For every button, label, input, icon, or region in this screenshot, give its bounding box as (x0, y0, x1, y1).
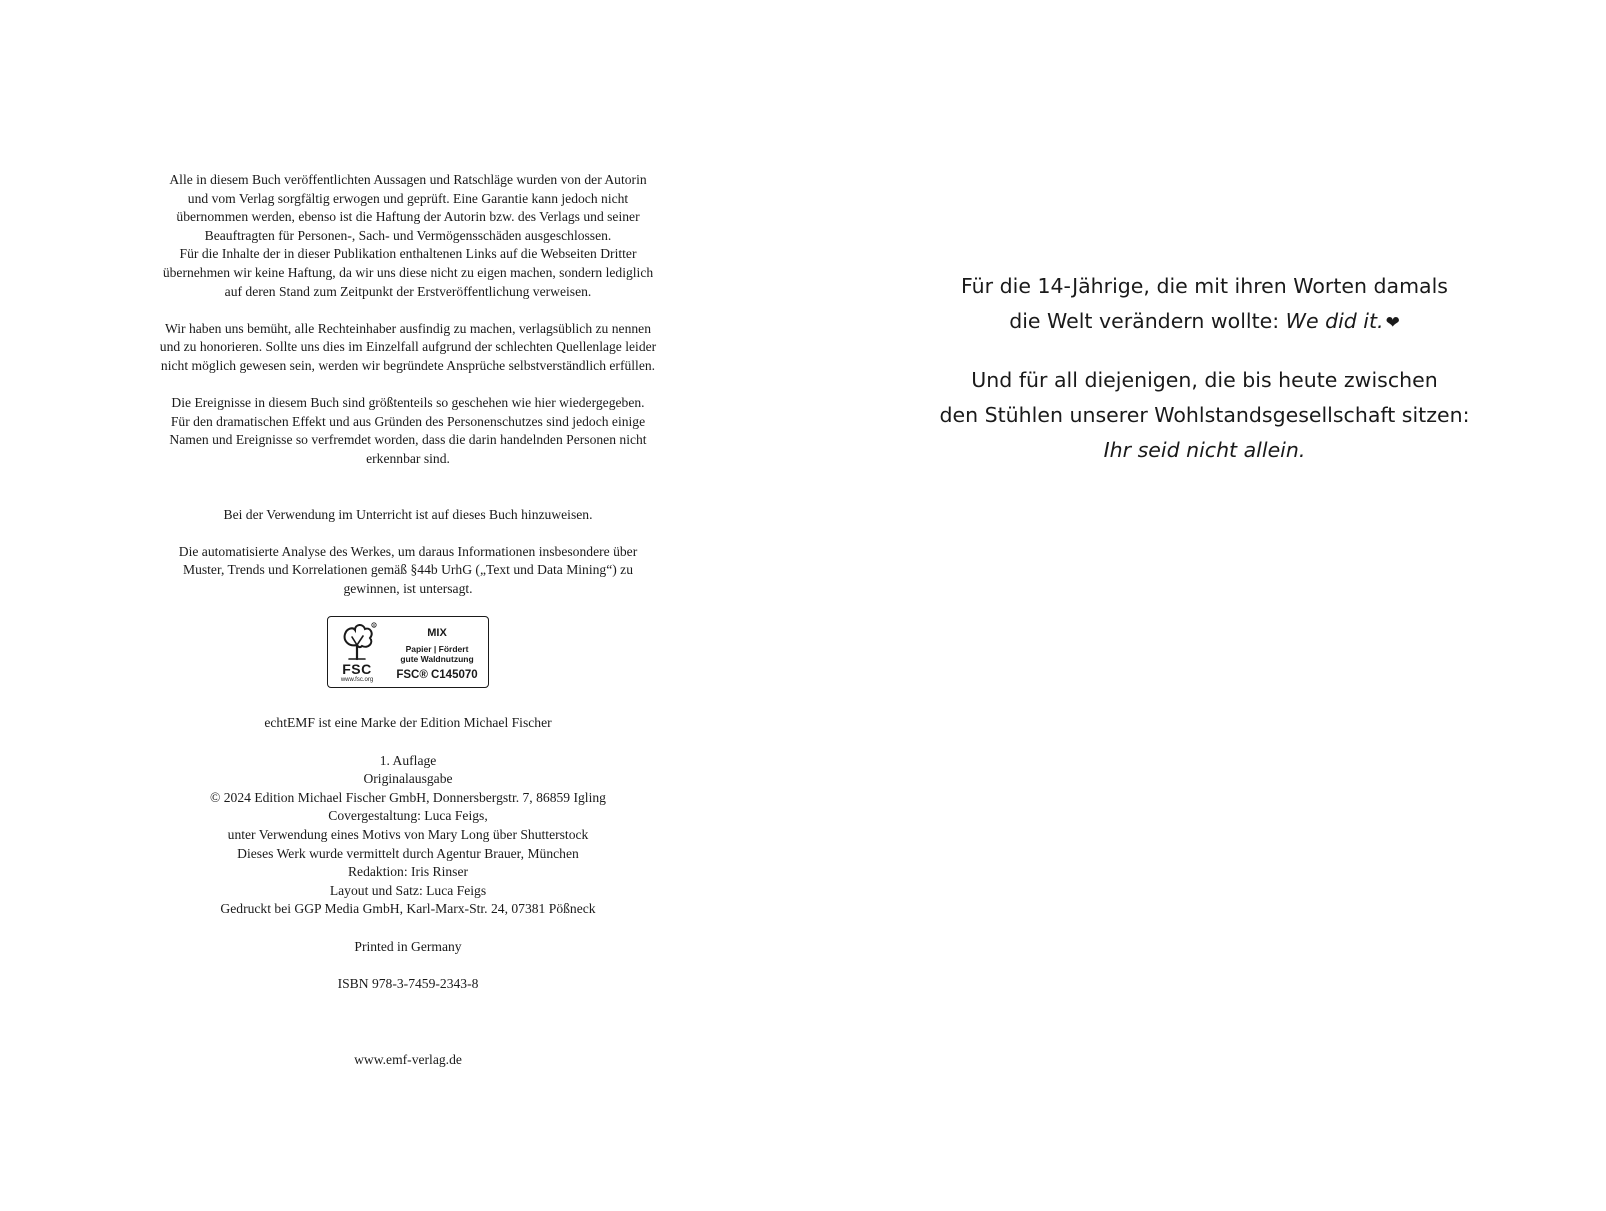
disclaimer-line: übernommen werden, ebenso ist die Haftung der Autorin bzw. des Verlags und seiner (176, 209, 640, 225)
spacer (863, 341, 1546, 363)
dedication-text: die Welt verändern wollte: (1009, 309, 1286, 333)
dedication-italic: We did it. (1285, 309, 1384, 333)
events-paragraph (118, 394, 698, 468)
rights-paragraph (118, 320, 698, 376)
fsc-sub-line: Papier | Fördert (405, 644, 469, 655)
imprint-block (118, 171, 698, 1070)
right-page (803, 0, 1606, 1211)
tdm-line: gewinnen, ist untersagt. (343, 580, 473, 596)
dedication-line: Und für all diejenigen, die bis heute zwischen (971, 368, 1438, 392)
tdm-line: Die automatisierte Analyse des Werkes, um daraus Informationen insbesondere über (178, 543, 638, 559)
fsc-url: www.fsc.org (340, 677, 374, 684)
credits-line: Layout und Satz: Luca Feigs (329, 882, 487, 898)
disclaimer-line: und vom Verlag sorgfältig erwogen und geprüft. Eine Garantie kann jedoch nicht (187, 190, 629, 206)
events-line: erkennbar sind. (366, 450, 450, 466)
disclaimer-line: auf deren Stand zum Zeitpunkt der Erstveröffentlichung verweisen. (224, 283, 592, 299)
dedication-line: Für die 14-Jährige, die mit ihren Worten damals (961, 274, 1448, 298)
spacer (118, 993, 698, 1051)
rights-line: Wir haben uns bemüht, alle Rechteinhaber ausfindig zu machen, verlagsüblich zu nennen (164, 320, 652, 336)
fsc-logo (327, 616, 489, 688)
fsc-logo-wrapper (118, 616, 698, 688)
spacer (118, 301, 698, 320)
isbn: ISBN 978-3-7459-2343-8 (337, 975, 479, 991)
svg-text:R: R (372, 623, 376, 628)
credits-line: Gedruckt bei GGP Media GmbH, Karl-Marx-Str. 24, 07381 Pößneck (220, 901, 596, 917)
tdm-paragraph (118, 543, 698, 599)
fsc-license-code: FSC® C145070 (396, 669, 478, 682)
credits-line: unter Verwendung eines Motivs von Mary Long über Shutterstock (227, 827, 589, 843)
dedication-line (863, 304, 1546, 341)
disclaimer-line: Für die Inhalte der in dieser Publikation enthaltenen Links auf die Webseiten Dritter (179, 246, 637, 262)
dedication (863, 269, 1546, 468)
credits-line: 1. Auflage (379, 752, 437, 768)
dedication-line (863, 433, 1546, 468)
rights-line: nicht möglich gewesen sein, werden wir begründete Ansprüche selbstverständlich erfüllen. (160, 357, 656, 373)
teaching-note: Bei der Verwendung im Unterricht ist auf dieses Buch hinzuweisen. (223, 506, 593, 522)
spacer (118, 919, 698, 938)
events-line: Namen und Ereignisse so verfremdet worden, dass die darin handelnden Personen nicht (169, 432, 647, 448)
fsc-sub-label (400, 644, 473, 664)
fsc-acronym: FSC (342, 661, 372, 678)
credits-line: Covergestaltung: Luca Feigs, (328, 808, 488, 824)
spacer (118, 956, 698, 975)
tdm-line: Muster, Trends und Korrelationen gemäß §44b UrhG („Text und Data Mining“) zu (182, 562, 634, 578)
dedication-line: den Stühlen unserer Wohlstandsgesellschaft sitzen: (939, 403, 1470, 427)
fsc-label-text (386, 617, 488, 687)
publisher-website: www.emf-verlag.de (354, 1052, 462, 1068)
disclaimer-paragraph (118, 171, 698, 301)
brand-note: echtEMF ist eine Marke der Edition Michael Fischer (264, 715, 552, 731)
events-line: Für den dramatischen Effekt und aus Gründen des Personenschutzes sind jedoch einige (170, 413, 646, 429)
credits-line: Redaktion: Iris Rinser (347, 864, 469, 880)
disclaimer-line: übernehmen wir keine Haftung, da wir uns diese nicht zu eigen machen, sondern lediglich (162, 264, 654, 280)
spacer (118, 469, 698, 506)
credits-line: © 2024 Edition Michael Fischer GmbH, Donnersbergstr. 7, 86859 Igling (210, 789, 606, 805)
events-line: Die Ereignisse in diesem Buch sind größtenteils so geschehen wie hier wiedergegeben. (171, 395, 645, 411)
heart-icon: ❤ (1385, 313, 1400, 333)
credits-line: Originalausgabe (363, 771, 453, 787)
rights-line: und zu honorieren. Sollte uns dies im Einzelfall aufgrund der schlechten Quellenlage leider (159, 339, 657, 355)
fsc-mix-label: MIX (427, 627, 447, 640)
disclaimer-line: Beauftragten für Personen-, Sach- und Vermögensschäden ausgeschlossen. (204, 227, 612, 243)
dedication-italic: Ihr seid nicht allein. (1103, 438, 1306, 462)
spacer (118, 733, 698, 752)
printed-in: Printed in Germany (354, 938, 462, 954)
fsc-sub-line: gute Waldnutzung (400, 654, 474, 665)
fsc-logo-mark (328, 617, 386, 687)
spacer (118, 376, 698, 395)
disclaimer-line: Alle in diesem Buch veröffentlichten Aussagen und Ratschläge wurden von der Autorin (169, 172, 647, 187)
credits-block (118, 752, 698, 919)
spacer (118, 524, 698, 543)
fsc-tree-icon (335, 621, 379, 661)
credits-line: Dieses Werk wurde vermittelt durch Agentur Brauer, München (237, 845, 579, 861)
